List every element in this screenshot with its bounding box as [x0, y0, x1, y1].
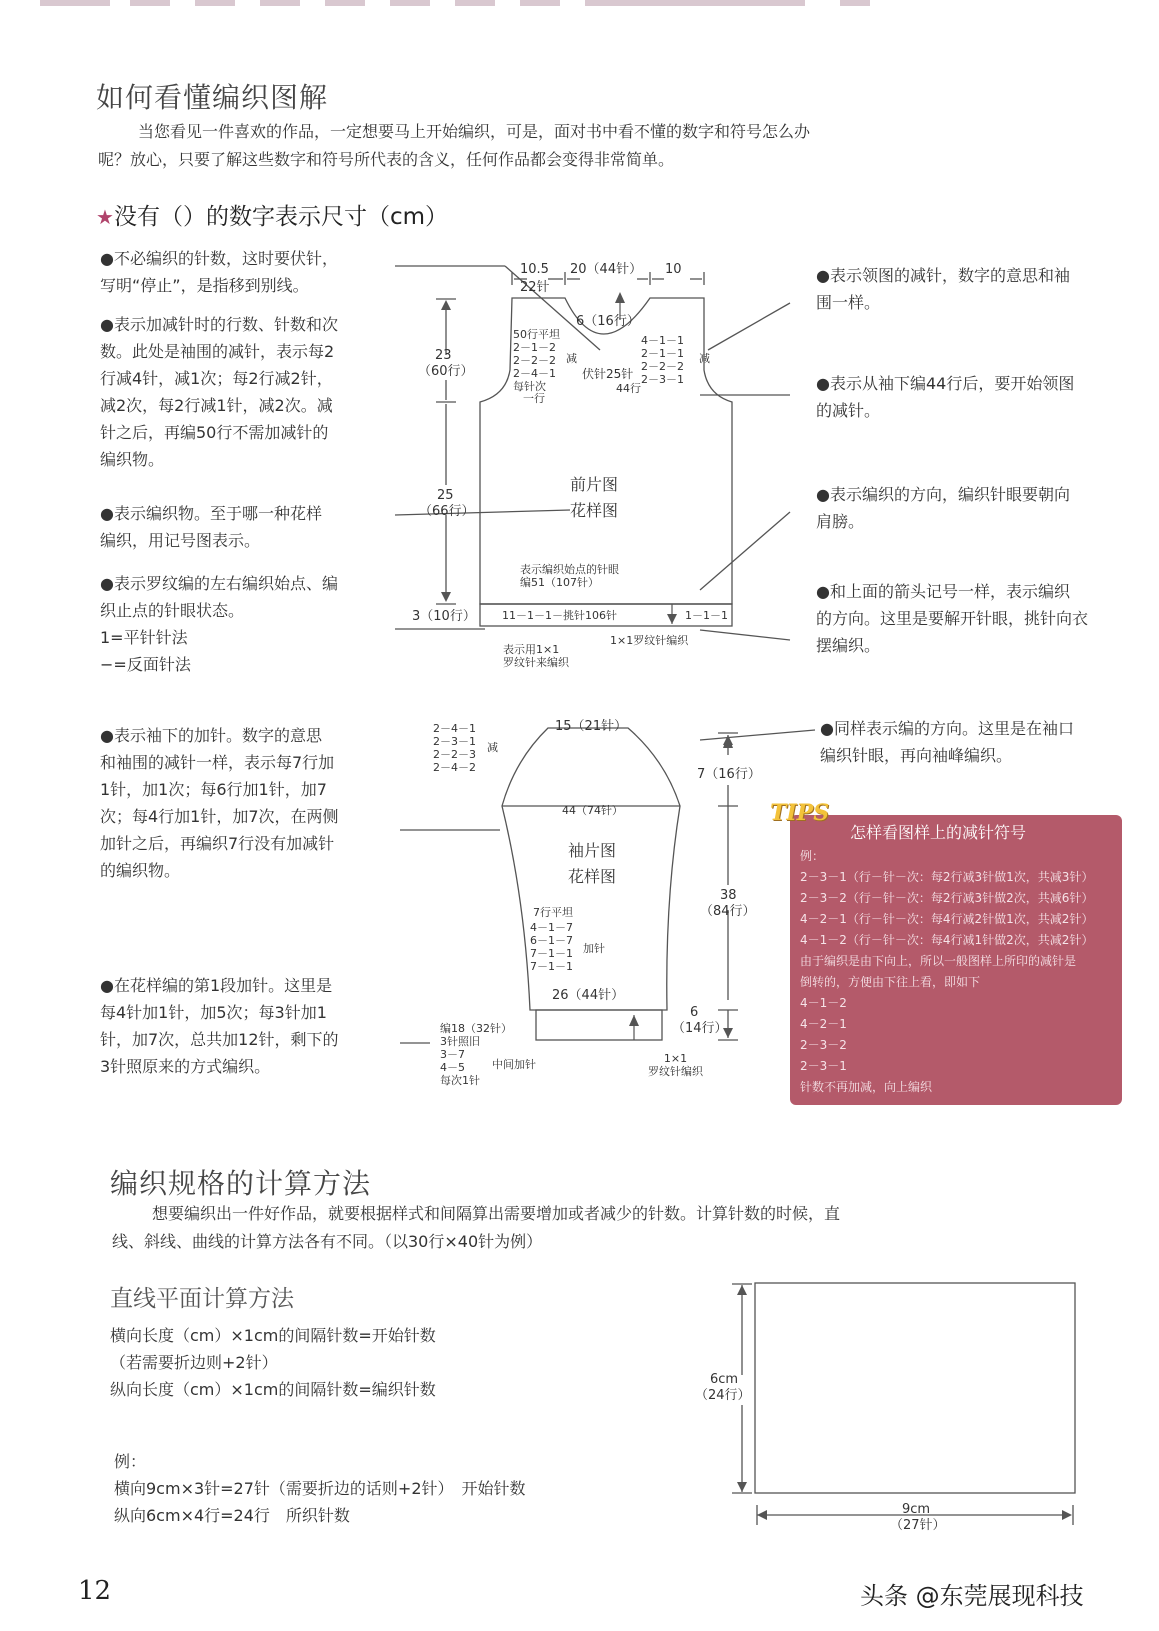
section2-intro-1: 想要编织出一件好作品，就要根据样式和间隔算出需要增加或者减少的针数。计算针数的时候，直 [152, 1204, 841, 1223]
note-line: ●表示从袖下编44行后，要开始领图 [816, 374, 1075, 393]
front-name-text: 前片图 [570, 475, 619, 494]
sleeve-h38: 38 [720, 888, 737, 903]
swatch-rect [755, 1283, 1075, 1493]
sleeve-inc-head: 7行平坦 [533, 906, 573, 919]
inc-line: 7－1－1 [530, 960, 573, 973]
example-line: 例： [114, 1452, 147, 1471]
front-pattern-text: 花样图 [570, 501, 619, 520]
page-number: 12 [78, 1576, 112, 1606]
note-line: ●表示罗纹编的左右编织始点、编 [100, 574, 338, 593]
tips-line: 4－1－2 [800, 996, 847, 1010]
dec-line: 2－2－3 [433, 748, 476, 761]
front-start-note [520, 563, 619, 589]
front-rows44: 44行 [616, 382, 641, 395]
tips-title: 怎样看图样上的减针符号 [850, 823, 1027, 842]
front-bind-off: 伏针25针 [582, 367, 634, 381]
front-arm-dec-mark: 减 [566, 352, 577, 365]
front-top-20: 20（44针） [570, 262, 643, 277]
sleeve-dec [433, 722, 476, 774]
cuff-rib-line: 罗纹针编织 [648, 1065, 703, 1078]
sleeve-cuff-mid: 中间加针 [492, 1058, 536, 1071]
formulas [110, 1322, 436, 1403]
note-line: ●在花样编的第1段加针。这里是 [100, 976, 333, 995]
dec-line: 4－1－1 [641, 334, 684, 347]
dec-line: 2－1－1 [641, 347, 684, 360]
sleeve-top: 15（21针） [555, 719, 628, 734]
note-line: 写明“停止”，是指移到别线。 [100, 276, 309, 295]
dec-line: 2－2－2 [513, 354, 556, 367]
start-note-line: 编51（107针） [520, 576, 599, 589]
sleeve-width: 44（74针） [562, 804, 623, 817]
note-line: ●表示编织的方向，编织针眼要朝向 [816, 485, 1070, 504]
dec-line: 2－3－1 [433, 735, 476, 748]
inc-line: 6－1－7 [530, 934, 573, 947]
note-line: 次；每4行加1针，加7次，在两侧 [100, 807, 339, 826]
note-line: 肩膀。 [816, 512, 865, 531]
example-line: 纵向6cm×4行=24行 所织针数 [114, 1506, 350, 1525]
front-h25-rows: （66行） [419, 504, 475, 519]
front-rib-right: 1－1－1 [685, 609, 728, 622]
start-note-line: 表示编织始点的针眼 [520, 563, 619, 576]
front-neck-dec [641, 334, 684, 386]
sleeve-h38-rows: （84行） [700, 904, 756, 919]
note-line: ●表示加减针时的行数、针数和次 [100, 315, 338, 334]
tips-line: 由于编织是由下向上，所以一般图样上所印的减针是 [800, 954, 1077, 968]
sleeve-cuff-note [440, 1022, 512, 1087]
note-line: 编织物。 [100, 450, 165, 469]
arrow-right [1062, 1510, 1072, 1520]
page-title: 如何看懂编织图解 [96, 81, 329, 114]
tips-line: 2－3－1 [800, 1059, 847, 1073]
star-icon: ★ [96, 205, 114, 229]
section2-intro-2: 线、斜线、曲线的计算方法各有不同。（以30行×40针为例） [112, 1232, 543, 1251]
sleeve-inc [530, 921, 573, 973]
note-line: ●和上面的箭头记号一样，表示编织 [816, 582, 1070, 601]
front-top-10-5: 10.5 [520, 262, 549, 277]
note-line: 摆编织。 [816, 636, 881, 655]
rect-v-rows: （24行） [695, 1388, 751, 1403]
sleeve-h6-rows: （14行） [672, 1021, 728, 1036]
cuff-note-line: 3－7 [440, 1048, 465, 1061]
inc-line: 7－1－1 [530, 947, 573, 960]
section1-title: 没有（）的数字表示尺寸（cm） [113, 204, 448, 230]
example [114, 1448, 526, 1529]
tips-line: 例： [800, 849, 825, 863]
tips-line: 2－3－1（行－针－次：每2行减3针做1次，共减3针） [800, 870, 1094, 884]
note-line: 1针，加1次；每6行加1针，加7 [100, 780, 327, 799]
dec-line: 2－4－1 [513, 367, 556, 380]
section2-title: 编织规格的计算方法 [110, 1167, 372, 1200]
note-line: 针之后，再编50行不需加减针的 [100, 423, 329, 442]
note-line: 数。此处是袖围的减针，表示每2 [100, 342, 335, 361]
note-line: 行减4针，减1次；每2行减2针， [100, 369, 333, 388]
note-line: −=反面针法 [100, 655, 191, 674]
sleeve-cuff [536, 1010, 662, 1040]
note-line: 每4针加1针，加5次；每3针加1 [100, 1003, 327, 1022]
dec-line: 2－3－1 [641, 373, 684, 386]
front-neck: 6（16行） [576, 314, 640, 329]
sleeve-bottom: 26（44针） [552, 988, 625, 1003]
rect-v-label: 6cm [710, 1372, 739, 1387]
note-line: ●不必编织的针数，这时要伏针， [100, 249, 338, 268]
tips-line: 针数不再加减，向上编织 [800, 1080, 933, 1094]
sleeve-h6: 6 [690, 1005, 699, 1020]
front-arm-dec [513, 328, 560, 393]
note-line: 编织，用记号图表示。 [100, 531, 261, 550]
tips-logo: TIPS [770, 800, 830, 826]
front-rib-note [503, 643, 569, 669]
sleeve-pattern-text: 花样图 [568, 867, 617, 886]
front-h25: 25 [437, 488, 454, 503]
tips-line: 4－2－1（行－针－次：每4行减2针做1次，共减2针） [800, 912, 1094, 926]
note-line: 加针之后，再编织7行没有加减针 [100, 834, 335, 853]
note-line: ●表示领图的减针，数字的意思和袖 [816, 266, 1070, 285]
cuff-note-line: 4－5 [440, 1061, 465, 1074]
rect-h-label: 9cm [902, 1502, 931, 1517]
arrow-left [757, 1510, 767, 1520]
arrow-down [441, 592, 451, 602]
dec-line: 2－2－2 [641, 360, 684, 373]
dec-line: 2－4－1 [433, 722, 476, 735]
section3-title: 直线平面计算方法 [110, 1286, 294, 1312]
arrow-down [737, 1482, 747, 1492]
cuff-note-line: 每次1针 [440, 1074, 480, 1087]
front-name [570, 472, 618, 524]
rect-h-rows: （27针） [890, 1518, 946, 1533]
intro-line-2: 呢？放心，只要了解这些数字和符号所代表的含义，任何作品都会变得非常简单。 [98, 150, 675, 169]
tips-line: 4－2－1 [800, 1017, 847, 1031]
inc-line: 4－1－7 [530, 921, 573, 934]
note-line: 的减针。 [816, 401, 881, 420]
note-line: 的方向。这里是要解开针眼，挑针向衣 [816, 609, 1089, 628]
arrow-up [737, 1285, 747, 1295]
sleeve-dec-mark: 减 [487, 741, 498, 754]
note-line: 编织针眼，再向袖峰编织。 [820, 746, 1013, 765]
note-line: ●表示编织物。至于哪一种花样 [100, 504, 322, 523]
dec-line: 每针次 [513, 380, 546, 393]
arrow-up [441, 300, 451, 310]
note-line: 针，加7次，总共加12针，剩下的 [100, 1030, 339, 1049]
rib-note-line: 表示用1×1 [503, 643, 560, 656]
front-h23-rows: （60行） [418, 364, 474, 379]
sleeve-inc-mark: 加针 [583, 942, 605, 955]
front-h3: 3（10行） [412, 609, 476, 624]
intro-line-1: 当您看见一件喜欢的作品，一定想要马上开始编织，可是，面对书中看不懂的数字和符号怎么办 [138, 122, 811, 141]
tips-line: 2－3－2 [800, 1038, 847, 1052]
tips-line: 4－1－2（行－针－次：每4行减1针做2次，共减2针） [800, 933, 1094, 947]
formula-line: 纵向长度（cm）×1cm的间隔针数=编织针数 [110, 1380, 436, 1399]
note-line: 3针照原来的方式编织。 [100, 1057, 271, 1076]
note-line: ●同样表示编的方向。这里是在袖口 [820, 719, 1074, 738]
rib-note-line: 罗纹针来编织 [503, 656, 569, 669]
front-h23: 23 [435, 348, 452, 363]
watermark: 头条 @东莞展现科技 [860, 1582, 1084, 1610]
note-line: 的编织物。 [100, 861, 181, 880]
sleeve-cuff-rib [648, 1052, 703, 1078]
note-line: 围一样。 [816, 293, 881, 312]
front-top-10: 10 [665, 262, 682, 277]
front-top-22: 22针 [520, 280, 550, 295]
front-neck-dec-mark: 减 [699, 352, 710, 365]
note-line: 1=平针针法 [100, 628, 188, 647]
example-line: 横向9cm×3针=27针（需要折边的话则+2针） 开始针数 [114, 1479, 526, 1498]
note-line: 减2次，每2行减1针，减2次。减 [100, 396, 333, 415]
dec-line: 50行平坦 [513, 328, 560, 341]
tips-line: 倒转的，方便由下往上看，即如下 [800, 975, 981, 989]
dec-line: 2－1－2 [513, 341, 556, 354]
note-line: 和袖围的减针一样，表示每7行加 [100, 753, 335, 772]
formula-line: 横向长度（cm）×1cm的间隔针数=开始针数 [110, 1326, 436, 1345]
dec-line: 2－4－2 [433, 761, 476, 774]
formula-line: （若需要折边则+2针） [110, 1353, 278, 1372]
sleeve-name-text: 袖片图 [568, 841, 617, 860]
cuff-note-line: 编18（32针） [440, 1022, 512, 1035]
tips-line: 2－3－2（行－针－次：每2行减3针做2次，共减6针） [800, 891, 1094, 905]
note-line: 织止点的针眼状态。 [100, 601, 245, 620]
cuff-note-line: 3针照旧 [440, 1035, 480, 1048]
front-rib-name: 1×1罗纹针编织 [610, 634, 689, 647]
note-line: ●表示袖下的加针。数字的意思 [100, 726, 322, 745]
front-arm-one-row: 一行 [523, 392, 545, 405]
cuff-rib-line: 1×1 [663, 1052, 688, 1065]
front-rib-left: 11－1－1－挑针106针 [502, 609, 617, 622]
sleeve-cap: 7（16行） [697, 767, 761, 782]
tips-content [800, 846, 1093, 1098]
sleeve-name [568, 838, 616, 890]
